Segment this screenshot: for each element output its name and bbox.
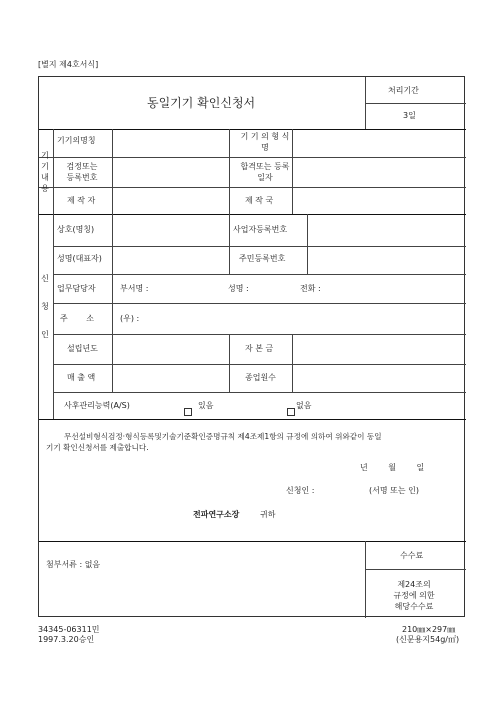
inspection-number-label: 검정또는 등록번호 bbox=[66, 162, 98, 182]
divider bbox=[365, 569, 466, 570]
applicant-name-field[interactable] bbox=[318, 483, 368, 496]
founded-year-label: 설립년도 bbox=[67, 344, 98, 353]
form-number: [별지 제4호서식] bbox=[38, 60, 99, 69]
as-yes-label: 있음 bbox=[198, 401, 214, 410]
divider bbox=[229, 334, 230, 392]
form-title: 동일기기 확인신청서 bbox=[147, 96, 256, 110]
statement-line-1: 무선설비형식검정·형식등록및기술기준확인증명규칙 제4조제1항의 규정에 의하여 위와같이 동일 bbox=[64, 432, 382, 441]
device-section-label: 기기내용 bbox=[41, 151, 49, 193]
country-label: 제 작 국 bbox=[245, 196, 274, 205]
footer-approval: 1997.3.20승인 bbox=[38, 635, 95, 644]
statement-line-2: 기기 확인신청서를 제출합니다. bbox=[46, 443, 149, 452]
business-number-label: 사업자등록번호 bbox=[233, 225, 288, 234]
manager-name-label: 성명 : bbox=[228, 284, 249, 293]
as-no-label: 없음 bbox=[296, 401, 312, 410]
fee-label: 수수료 bbox=[400, 551, 424, 560]
device-name-field[interactable] bbox=[112, 129, 227, 154]
fee-line-3: 해당수수료 bbox=[394, 602, 434, 611]
founded-year-field[interactable] bbox=[112, 335, 227, 361]
country-field[interactable] bbox=[292, 187, 464, 212]
divider bbox=[53, 274, 466, 275]
resident-number-label: 주민등록번호 bbox=[239, 254, 286, 263]
divider bbox=[53, 303, 466, 304]
inspection-number-field[interactable] bbox=[112, 157, 227, 185]
after-service-label: 사후관리능력(A/S) bbox=[64, 401, 130, 410]
resident-number-field[interactable] bbox=[307, 246, 464, 271]
as-no-checkbox[interactable] bbox=[287, 401, 295, 420]
representative-field[interactable] bbox=[112, 246, 227, 271]
fee-line-1: 제24조의 bbox=[397, 580, 431, 589]
recipient-suffix: 귀하 bbox=[260, 510, 276, 519]
address-field[interactable] bbox=[150, 305, 450, 330]
address-label: 주 소 bbox=[60, 314, 94, 323]
model-name-field[interactable] bbox=[292, 129, 464, 154]
recipient: 전파연구소장 bbox=[193, 510, 240, 519]
company-field[interactable] bbox=[112, 215, 227, 243]
divider bbox=[39, 541, 466, 542]
sales-label: 매 출 액 bbox=[67, 373, 96, 382]
processing-value: 3일 bbox=[403, 111, 416, 120]
applicant-line-label: 신청인 : bbox=[286, 486, 315, 495]
device-name-label: 기기의명칭 bbox=[57, 136, 96, 145]
divider bbox=[53, 129, 54, 419]
divider bbox=[229, 214, 230, 274]
employees-label: 종업원수 bbox=[245, 373, 276, 382]
employees-field[interactable] bbox=[292, 364, 464, 389]
divider bbox=[365, 77, 366, 129]
capital-label: 자 본 금 bbox=[245, 344, 274, 353]
date-line: 년 월 일 bbox=[360, 463, 425, 472]
fee-line-2: 규정에 의한 bbox=[393, 591, 435, 600]
applicant-section-label: 신청인 bbox=[41, 274, 49, 339]
attachment-label: 첨부서류 : 없음 bbox=[46, 560, 101, 569]
manager-label: 업무담당자 bbox=[57, 284, 96, 293]
representative-label: 성명(대표자) bbox=[57, 254, 102, 263]
zip-label: (우) : bbox=[120, 314, 140, 323]
as-yes-checkbox[interactable] bbox=[184, 401, 192, 420]
processing-label: 처리기간 bbox=[388, 86, 419, 95]
footer-size: 210㎜×297㎜ bbox=[402, 625, 456, 634]
pass-date-field[interactable] bbox=[292, 157, 464, 185]
divider bbox=[53, 392, 466, 393]
signature-label: (서명 또는 인) bbox=[369, 486, 419, 495]
business-number-field[interactable] bbox=[307, 215, 464, 243]
department-label: 부서명 : bbox=[120, 284, 149, 293]
divider bbox=[229, 129, 230, 214]
footer-code: 34345-06311민 bbox=[38, 625, 100, 634]
model-name-label: 기 기 의 형 식 명 bbox=[240, 132, 290, 152]
capital-field[interactable] bbox=[292, 335, 464, 361]
company-label: 상호(명칭) bbox=[57, 225, 95, 234]
maker-label: 제 작 자 bbox=[67, 196, 96, 205]
divider bbox=[39, 419, 466, 420]
manager-field[interactable] bbox=[150, 276, 450, 301]
sales-field[interactable] bbox=[112, 364, 227, 389]
footer-paper: (신문용지54g/㎡) bbox=[396, 635, 460, 644]
phone-label: 전화 : bbox=[300, 284, 321, 293]
pass-date-label: 합격또는 등록일자 bbox=[240, 162, 290, 182]
divider bbox=[365, 103, 466, 104]
maker-field[interactable] bbox=[112, 187, 227, 212]
